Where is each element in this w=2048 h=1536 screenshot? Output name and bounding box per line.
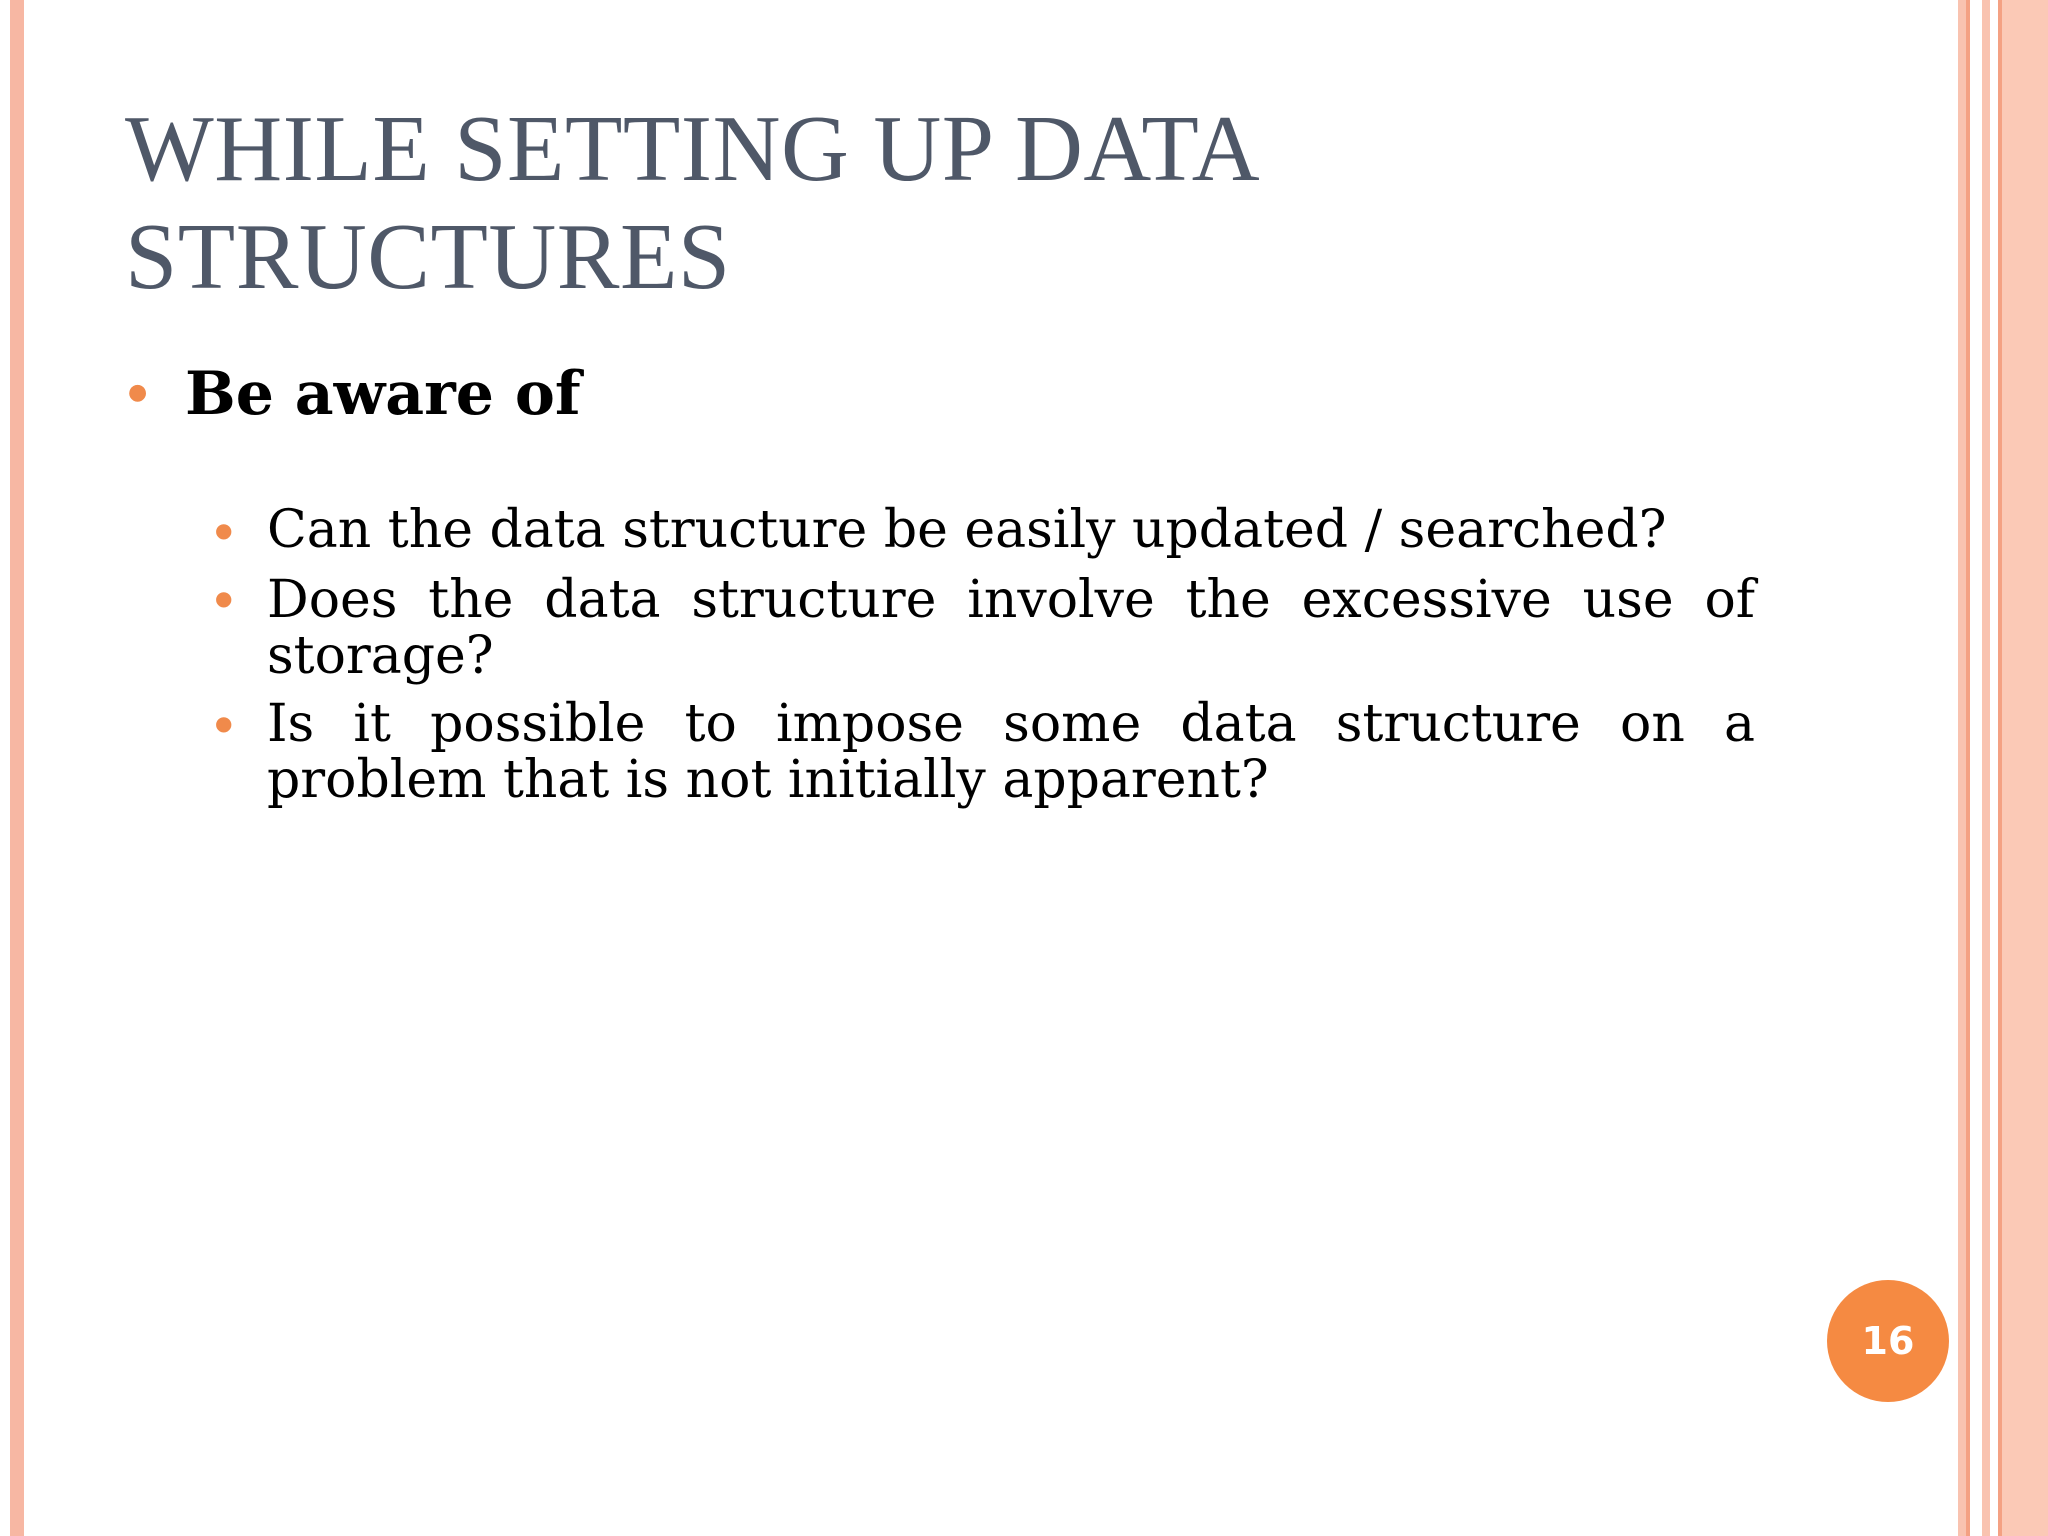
bullet-icon: ● — [215, 711, 233, 735]
sub-bullet: Does the data structure involve the excessive use of storage? — [267, 570, 1755, 686]
slide-title-line: STRUCTURES — [125, 205, 731, 309]
right-border-stripe — [1966, 0, 1970, 1536]
right-border-band — [2002, 0, 2048, 1536]
right-border-stripe — [1958, 0, 1966, 1536]
right-border-stripe — [1982, 0, 1990, 1536]
page-number-badge: 16 — [1827, 1280, 1949, 1402]
sub-bullet: Can the data structure be easily updated / searched? — [267, 500, 1667, 560]
heading-bullet: Be aware of — [185, 359, 581, 429]
left-border-stripe — [10, 0, 24, 1536]
bullet-icon: ● — [215, 518, 233, 542]
bullet-icon: ● — [215, 586, 233, 610]
bullet-icon: ● — [128, 380, 148, 405]
sub-bullet: Is it possible to impose some data structure on a problem that is not initially apparent? — [267, 694, 1755, 810]
slide-title-line: WHILE SETTING UP DATA — [125, 97, 1261, 201]
slide-title — [125, 95, 1260, 311]
